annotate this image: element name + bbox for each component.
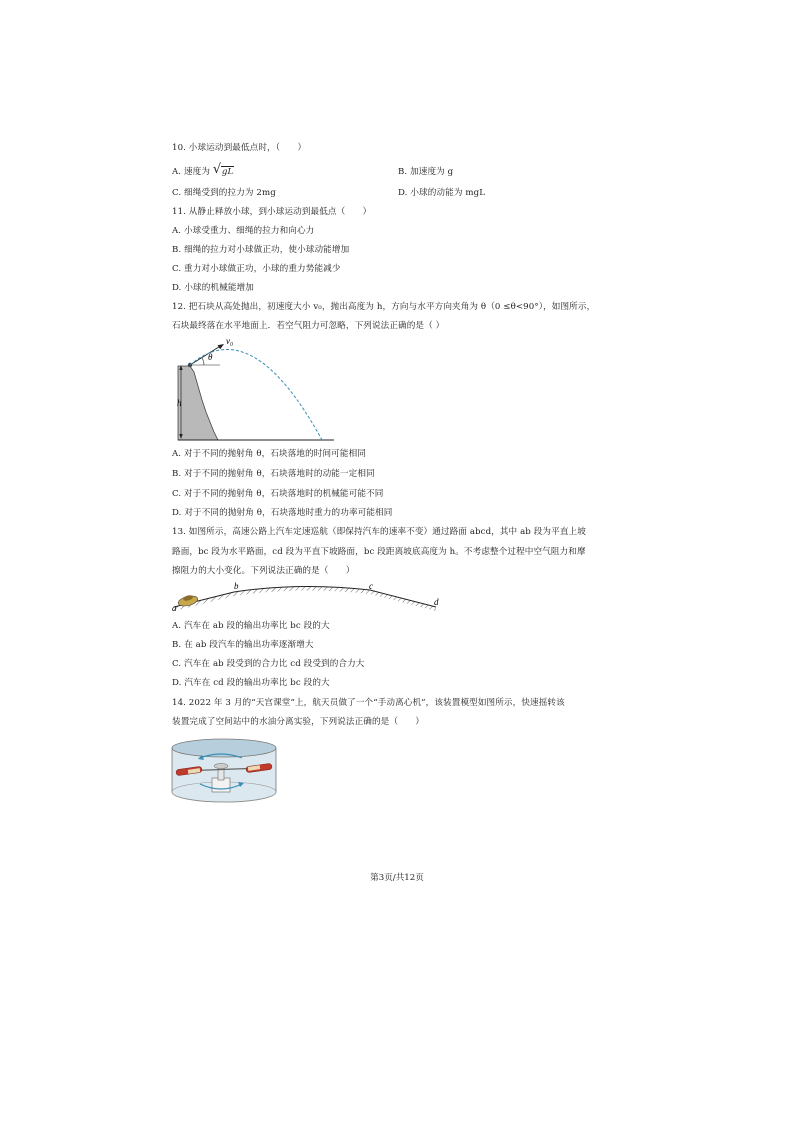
- cliff-rock: [178, 366, 218, 440]
- q10-option-a: [172, 162, 234, 178]
- q12-stem-line2: 石块最终落在水平地面上．若空气阻力可忽略，下列说法正确的是（ ）: [172, 321, 445, 331]
- q13-option-c: C. 汽车在 ab 段受到的合力比 cd 段受到的合力大: [172, 659, 365, 669]
- q11-option-c: C. 重力对小球做正功，小球的重力势能减少: [172, 264, 341, 274]
- q12-option-d: D. 对于不同的抛射角 θ，石块落地时重力的功率可能相同: [172, 508, 393, 518]
- q10-option-c: C. 细绳受到的拉力为 2mg: [172, 188, 276, 198]
- q10-option-d: D. 小球的动能为 mgL: [398, 188, 485, 198]
- q13-option-a: A. 汽车在 ab 段的输出功率比 bc 段的大: [172, 621, 330, 631]
- road-hatching: [174, 586, 436, 611]
- q13-stem-line1: 13. 如图所示，高速公路上汽车定速巡航（即保持汽车的速率不变）通过路面 abcd，其中 ab 段为平直上坡: [172, 527, 586, 537]
- sqrt-symbol: √ gL: [212, 162, 234, 177]
- point-d-label: d: [434, 597, 439, 607]
- q12-option-c: C. 对于不同的抛射角 θ，石块落地时的机械能可能不同: [172, 489, 384, 499]
- projectile-figure: [170, 334, 340, 446]
- theta-label: θ: [208, 352, 213, 362]
- q10-option-a-prefix: A. 速度为: [172, 167, 211, 177]
- q12-stem-line1: 12. 把石块从高处抛出，初速度大小 v₀，抛出高度为 h，方向与水平方向夹角为 θ（0 ≤θ<90°），如图所示，: [172, 302, 596, 312]
- q11-option-d: D. 小球的机械能增加: [172, 283, 254, 293]
- point-b-label: b: [234, 581, 239, 591]
- q10-stem: 10. 小球运动到最低点时，（ ）: [172, 143, 307, 153]
- point-a-label: a: [172, 603, 177, 612]
- q13-option-b: B. 在 ab 段汽车的输出功率逐渐增大: [172, 640, 314, 650]
- point-c-label: c: [369, 581, 373, 591]
- q13-stem-line2: 路面，bc 段为水平路面，cd 段为平直下坡路面，bc 段距离坡底高度为 h。不考虑整个过程中空气阻力和摩: [172, 547, 586, 557]
- q12-option-a: A. 对于不同的抛射角 θ，石块落地的时间可能相同: [172, 449, 366, 459]
- q14-stem-line2: 装置完成了空间站中的水油分离实验，下列说法正确的是（ ）: [172, 717, 425, 727]
- height-label: h: [177, 398, 182, 408]
- q11-option-b: B. 细绳的拉力对小球做正功，使小球动能增加: [172, 245, 350, 255]
- velocity-arrow: [190, 345, 222, 365]
- q12-option-b: B. 对于不同的抛射角 θ，石块落地时的动能一定相同: [172, 469, 375, 479]
- q11-option-a: A. 小球受重力、细绳的拉力和向心力: [172, 226, 315, 236]
- q13-stem-line3: 擦阻力的大小变化。下列说法正确的是（ ）: [172, 566, 355, 576]
- q14-stem-line1: 14. 2022 年 3 月的“天宫课堂”上，航天员做了一个“手动离心机”，该装置模型如图所示，快速摇转该: [172, 698, 565, 708]
- v0-label: v₀: [226, 336, 234, 346]
- q10-option-a-radicand: gL: [221, 167, 234, 177]
- page-number: 第3页/共12页: [370, 873, 424, 883]
- road-figure: [170, 580, 450, 612]
- centrifuge-figure: [170, 738, 278, 804]
- q13-option-d: D. 汽车在 cd 段的输出功率比 bc 段的大: [172, 678, 330, 688]
- q11-stem: 11. 从静止释放小球，到小球运动到最低点（ ）: [172, 207, 372, 217]
- q10-option-b: B. 加速度为 g: [398, 167, 454, 177]
